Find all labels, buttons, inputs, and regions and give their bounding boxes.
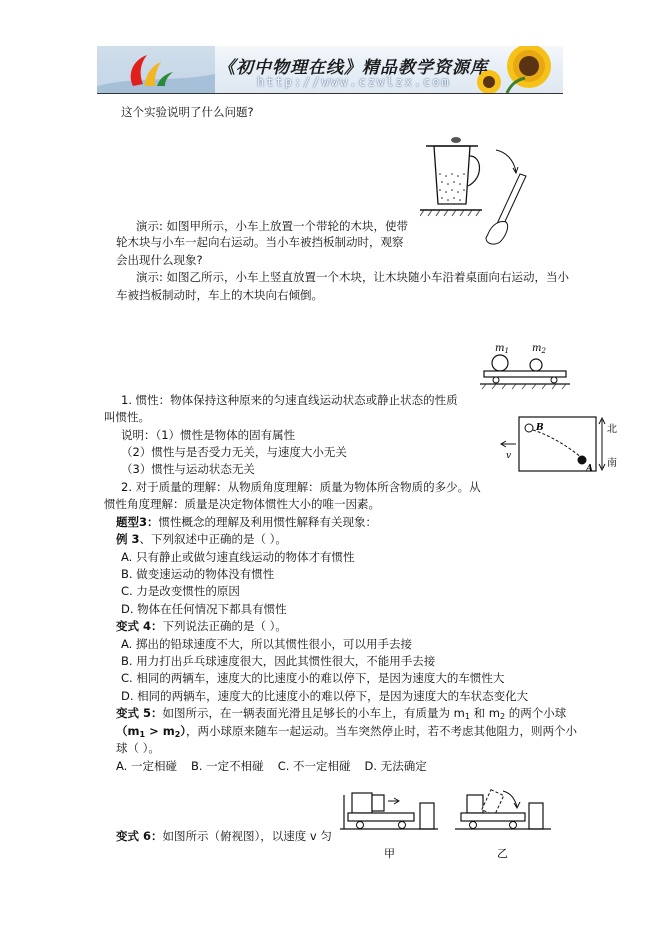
variant5-option-c: C. 不一定相碰	[277, 759, 351, 773]
variant5-option-a: A. 一定相碰	[116, 759, 177, 773]
variant6-label: 变式 6：	[116, 829, 163, 843]
velocity-label: v	[506, 451, 512, 461]
header-banner	[97, 46, 563, 93]
header-rule	[97, 93, 563, 94]
inertia-note2: （2）惯性与是否受力无关，与速度大小无关	[121, 445, 347, 459]
variant5-condition: $(m_1 > m_2)$	[116, 724, 187, 739]
demo2-line2: 车被挡板制动时，车上的木块向右倾倒。	[116, 288, 323, 302]
demo2-line1: 演示: 如图乙所示，小车上竖直放置一个木块，让木块随小车沿着桌面向右运动，当小	[136, 270, 570, 284]
example3-question: 、下列叙述中正确的是（ ）。	[139, 532, 287, 546]
figure-yi-label: 乙	[497, 847, 508, 860]
demo1-line1: 演示: 如图甲所示，小车上放置一个带轮的木块，使带	[136, 219, 409, 233]
mass-line2: 惯性角度理解：质量是决定物体惯性大小的唯一因素。	[104, 497, 380, 511]
type3-heading	[116, 515, 377, 530]
figure-cart-block-jia	[340, 785, 440, 861]
m1-label: $m_1$	[495, 343, 509, 355]
variant6-line1	[116, 829, 332, 844]
north-label: 北	[607, 424, 617, 435]
figure-trajectory-box	[500, 414, 620, 474]
type3-label: 题型3：	[116, 515, 159, 529]
figure-two-balls-cart	[480, 338, 572, 390]
variant5-line1: 变式 5：如图所示，在一辆表面光滑且足够长的小车上，有质量为 $m_1$ 和 $m_2$ 的两个小球	[116, 706, 567, 721]
variant5-label: 变式 5：	[116, 706, 163, 720]
inertia-def-line2: 叫惯性。	[104, 410, 150, 424]
example3-option-c: C. 力是改变惯性的原因	[121, 584, 240, 598]
sunflower-icon	[477, 46, 551, 93]
south-label: 南	[607, 458, 617, 469]
variant5-line3: 球（ ）。	[116, 741, 160, 755]
variant4-label: 变式 4：	[116, 619, 163, 633]
m2-label: $m_2$	[532, 343, 546, 355]
banner-title: 《初中物理在线》精品教学资源库	[218, 58, 488, 78]
example3-label: 例 3	[116, 532, 140, 546]
point-a-label: A	[586, 464, 593, 474]
variant4-option-b: B. 用力打出乒乓球速度很大，因此其惯性很大，不能用手去接	[121, 654, 436, 668]
point-b-label: B	[536, 423, 544, 433]
type3-text: 惯性概念的理解及利用惯性解释有关现象：	[158, 515, 378, 529]
ball-m2	[530, 359, 542, 371]
variant5-option-b: B. 一定不相碰	[190, 759, 264, 773]
demo1-line3: 会出现什么现象?	[116, 253, 203, 267]
variant5-option-d: D. 无法确定	[364, 759, 427, 773]
figure-cart-block-yi	[455, 785, 555, 861]
mass-line1: 2. 对于质量的理解：从物质角度理解：质量为物体所含物质的多少。从	[121, 480, 481, 494]
intro-question: 这个实验说明了什么问题?	[121, 105, 254, 119]
banner-url: http://www.czwlzx.com	[257, 75, 451, 89]
example3-option-b: B. 做变速运动的物体没有惯性	[121, 567, 275, 581]
figure-jia-label: 甲	[384, 847, 395, 860]
figure-cup-experiment	[420, 132, 535, 252]
variant6-text: 如图所示（俯视图），以速度 v 匀	[162, 829, 332, 843]
variant4-option-d: D. 相同的两辆车，速度大的比速度小的难以停下，是因为速度大的车状态变化大	[121, 689, 529, 703]
variant5-line2: $(m_1 > m_2)$，两小球原来随车一起运动。当车突然停止时，若不考虑其他阻力，则两个小	[116, 724, 578, 739]
ball-m1	[492, 355, 508, 371]
demo1-line2: 轮木块与小车一起向右运动。当小车被挡板制动时，观察	[116, 235, 404, 249]
example3-stem	[116, 532, 287, 547]
inertia-note1: 说明：（1）惯性是物体的固有属性	[121, 428, 296, 442]
variant4-stem	[116, 619, 287, 634]
variant4-question: 下列说法正确的是（ ）。	[162, 619, 287, 633]
example3-option-a: A. 只有静止或做匀速直线运动的物体才有惯性	[121, 550, 355, 564]
inertia-note3: （3）惯性与运动状态无关	[121, 462, 255, 476]
variant4-option-c: C. 相同的两辆车，速度大的比速度小的难以停下，是因为速度大的车惯性大	[121, 671, 505, 685]
example3-option-d: D. 物体在任何情况下都具有惯性	[121, 602, 287, 616]
variant5-options	[116, 759, 427, 774]
inertia-def-line1: 1. 惯性：物体保持这种原来的匀速直线运动状态或静止状态的性质	[121, 393, 458, 407]
variant4-option-a: A. 掷出的铅球速度不大，所以其惯性很小，可以用手去接	[121, 637, 412, 651]
